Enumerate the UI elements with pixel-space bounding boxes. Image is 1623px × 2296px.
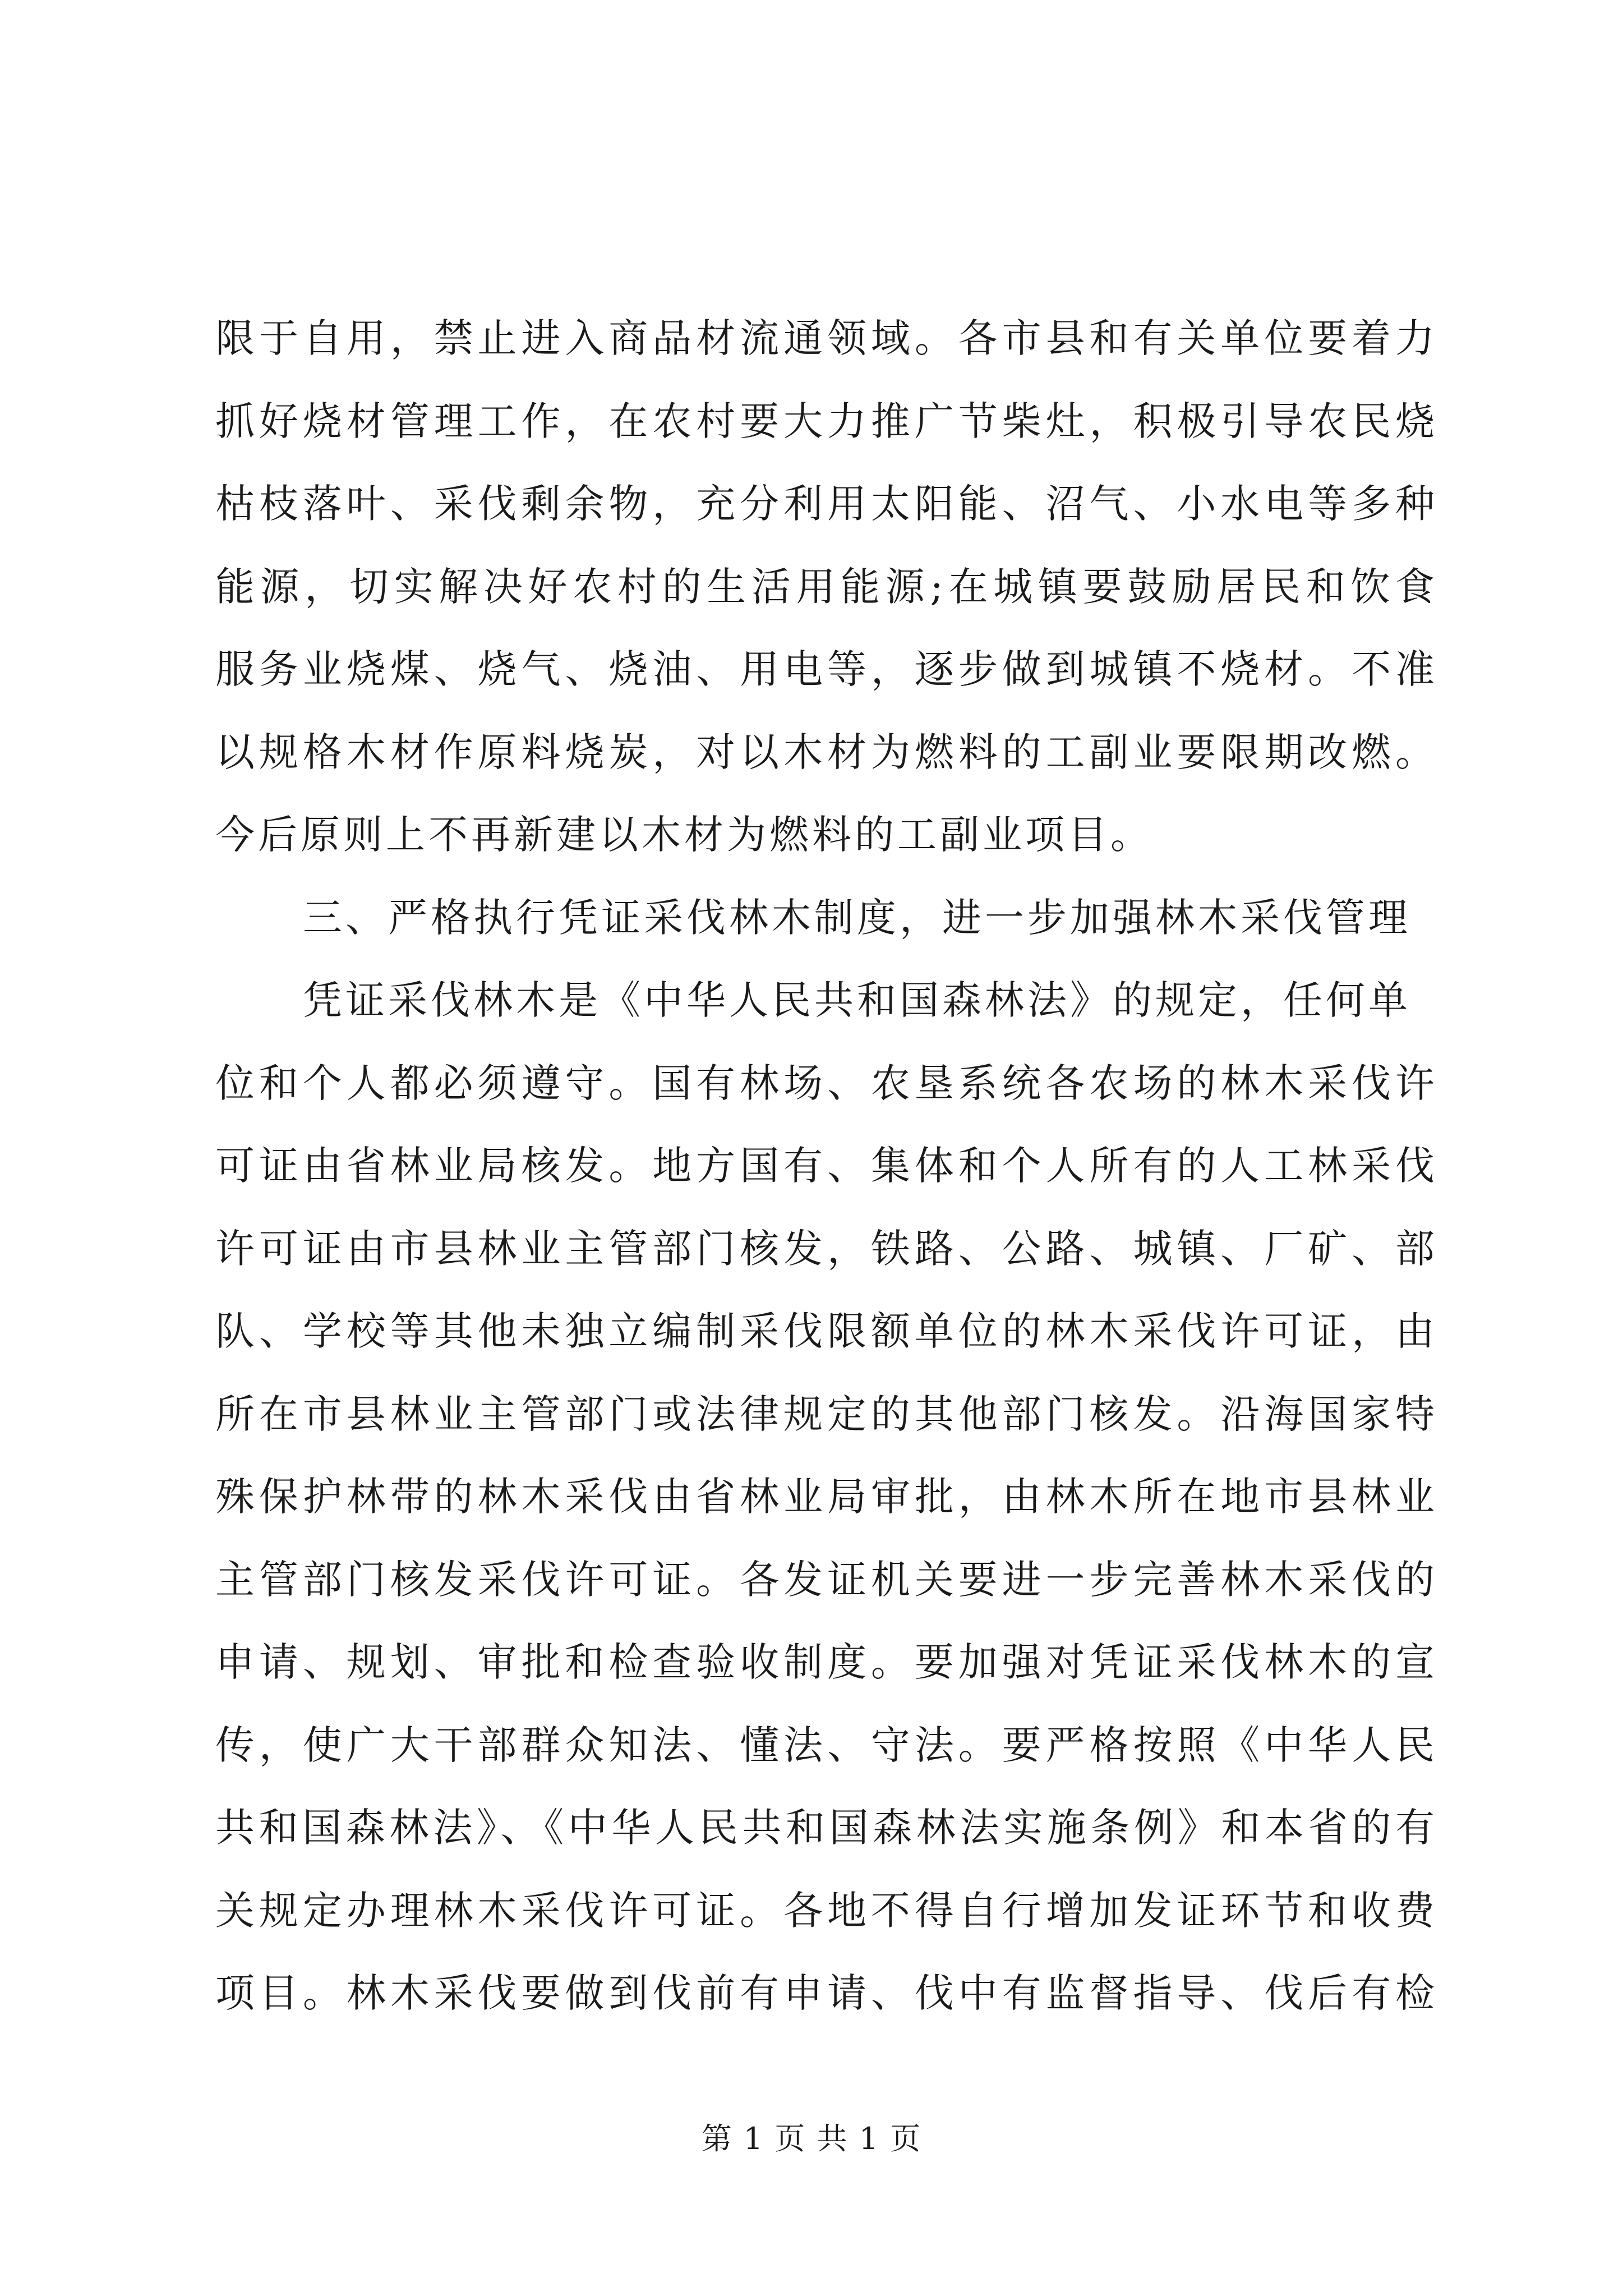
text-line: 以规格木材作原料烧炭，对以木材为燃料的工副业要限期改燃。	[215, 729, 1438, 775]
text-line: 限于自用，禁止进入商品材流通领域。各市县和有关单位要着力	[215, 315, 1438, 361]
text-line: 今后原则上不再新建以木材为燃料的工副业项目。	[215, 812, 1153, 858]
text-line: 抓好烧材管理工作，在农村要大力推广节柴灶，积极引导农民烧	[215, 398, 1438, 444]
text-line: 主管部门核发采伐许可证。各发证机关要进一步完善林木采伐的	[215, 1556, 1438, 1603]
text-line: 凭证采伐林木是《中华人民共和国森林法》的规定，任何单	[303, 977, 1411, 1023]
body-text	[215, 297, 1438, 2035]
text-line: 可证由省林业局核发。地方国有、集体和个人所有的人工林采伐	[215, 1143, 1438, 1189]
text-line: 队、学校等其他未独立编制采伐限额单位的林木采伐许可证，由	[215, 1308, 1438, 1354]
text-line: 项目。林木采伐要做到伐前有申请、伐中有监督指导、伐后有检	[215, 1970, 1438, 2016]
text-line: 枯枝落叶、采伐剩余物，充分利用太阳能、沼气、小水电等多种	[215, 481, 1438, 527]
text-line: 许可证由市县林业主管部门核发，铁路、公路、城镇、厂矿、部	[215, 1225, 1438, 1272]
text-line: 能源，切实解决好农村的生活用能源;在城镇要鼓励居民和饮食	[215, 563, 1438, 610]
section-heading: 三、严格执行凭证采伐林木制度，进一步加强林木采伐管理	[303, 894, 1411, 941]
text-line: 传，使广大干部群众知法、懂法、守法。要严格按照《中华人民	[215, 1722, 1438, 1768]
text-line: 申请、规划、审批和检查验收制度。要加强对凭证采伐林木的宣	[215, 1639, 1438, 1685]
text-line: 共和国森林法》、《中华人民共和国森林法实施条例》和本省的有	[215, 1805, 1438, 1851]
text-line: 位和个人都必须遵守。国有林场、农垦系统各农场的林木采伐许	[215, 1060, 1438, 1106]
page-number-footer: 第 1 页 共 1 页	[701, 2121, 922, 2156]
text-line: 关规定办理林木采伐许可证。各地不得自行增加发证环节和收费	[215, 1887, 1438, 1934]
text-line: 服务业烧煤、烧气、烧油、用电等，逐步做到城镇不烧材。不准	[215, 646, 1438, 692]
text-line: 殊保护林带的林木采伐由省林业局审批，由林木所在地市县林业	[215, 1474, 1438, 1520]
text-line: 所在市县林业主管部门或法律规定的其他部门核发。沿海国家特	[215, 1391, 1438, 1437]
